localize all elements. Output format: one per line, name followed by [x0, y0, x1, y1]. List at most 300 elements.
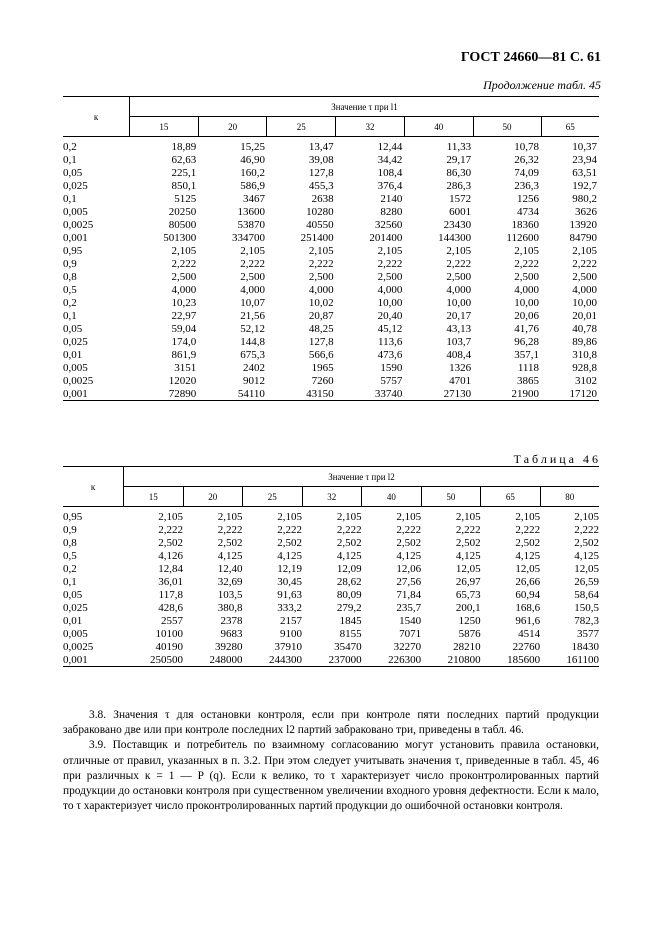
table-row: [63, 335, 599, 348]
table-46-label: Таблица 46: [513, 452, 601, 466]
value-cell: 376,4: [377, 179, 403, 192]
k-cell: 0,005: [63, 205, 88, 218]
value-cell: 2,105: [572, 244, 597, 257]
value-cell: 4,126: [158, 549, 184, 562]
table-continuation-note: Продолжение табл. 45: [483, 78, 601, 92]
value-cell: 26,97: [455, 575, 481, 588]
value-cell: 2,105: [455, 510, 481, 523]
k-column-header: к: [63, 97, 130, 137]
value-cell: 2,222: [336, 523, 362, 536]
value-cell: 86,30: [446, 166, 472, 179]
value-cell: 36,01: [158, 575, 184, 588]
value-cell: 2402: [242, 361, 265, 374]
column-header: 40: [362, 487, 422, 507]
value-cell: 2,500: [572, 270, 597, 283]
value-cell: 2,105: [336, 510, 362, 523]
value-cell: 2,500: [171, 270, 197, 283]
value-cell: 1845: [339, 614, 362, 627]
k-cell: 0,05: [63, 588, 83, 601]
value-cell: 32270: [393, 640, 422, 653]
value-cell: 10,00: [572, 296, 597, 309]
value-cell: 5876: [458, 627, 481, 640]
value-cell: 3151: [174, 361, 197, 374]
value-cell: 168,6: [515, 601, 541, 614]
table-row: [63, 549, 599, 562]
k-cell: 0,9: [63, 523, 77, 536]
value-cell: 244300: [243, 653, 303, 667]
value-cell: 174,0: [171, 335, 197, 348]
k-cell: 0,001: [63, 231, 88, 244]
value-cell: 9100: [280, 627, 303, 640]
value-cell: 10,23: [171, 296, 197, 309]
value-cell: 861,9: [171, 348, 197, 361]
value-cell: 8155: [339, 627, 362, 640]
value-cell: 4,125: [217, 549, 243, 562]
value-cell: 7071: [399, 627, 422, 640]
value-cell: 2,222: [217, 523, 243, 536]
value-cell: 2,500: [377, 270, 403, 283]
value-cell: 3577: [577, 627, 599, 640]
value-cell: 2,502: [515, 536, 541, 549]
value-cell: 18,89: [171, 140, 197, 153]
column-header: 65: [481, 487, 541, 507]
value-cell: 39,08: [308, 153, 334, 166]
column-header: 15: [124, 487, 184, 507]
value-cell: 30,45: [277, 575, 303, 588]
value-cell: 65,73: [455, 588, 481, 601]
value-cell: 928,8: [572, 361, 597, 374]
table-row: [63, 322, 599, 335]
value-cell: 4,000: [446, 283, 472, 296]
value-cell: 5757: [380, 374, 403, 387]
k-cell: 0,0025: [63, 640, 94, 653]
column-header: 25: [267, 117, 336, 137]
value-cell: 2,502: [336, 536, 362, 549]
k-cell: 0,9: [63, 257, 77, 270]
value-cell: 108,4: [377, 166, 403, 179]
value-cell: 2,502: [455, 536, 481, 549]
k-cell: 0,1: [63, 575, 77, 588]
value-cell: 4,000: [240, 283, 265, 296]
value-cell: 10,00: [514, 296, 540, 309]
value-cell: 1590: [380, 361, 403, 374]
value-cell: 26,66: [515, 575, 541, 588]
value-cell: 52,12: [240, 322, 265, 335]
value-cell: 4,000: [308, 283, 334, 296]
value-cell: 2,502: [277, 536, 303, 549]
value-cell: 2,222: [514, 257, 540, 270]
table-row: [63, 283, 599, 296]
k-cell: 0,01: [63, 348, 83, 361]
value-cell: 2,105: [396, 510, 422, 523]
value-cell: 2,105: [308, 244, 334, 257]
value-cell: 4,125: [455, 549, 481, 562]
k-cell: 0,95: [63, 510, 83, 523]
value-cell: 2,105: [514, 244, 540, 257]
value-cell: 60,94: [515, 588, 541, 601]
value-cell: 2,105: [277, 510, 303, 523]
column-header: 32: [302, 487, 362, 507]
value-cell: 251400: [300, 231, 334, 244]
value-cell: 2,222: [240, 257, 265, 270]
value-cell: 144,8: [240, 335, 265, 348]
k-cell: 0,8: [63, 270, 77, 283]
value-cell: 1250: [458, 614, 481, 627]
value-cell: 6001: [449, 205, 472, 218]
value-cell: 26,59: [574, 575, 599, 588]
value-cell: 32,69: [217, 575, 243, 588]
value-cell: 127,8: [308, 335, 334, 348]
column-header: 50: [473, 117, 541, 137]
value-cell: 12,84: [158, 562, 184, 575]
value-cell: 12020: [168, 374, 197, 387]
table-row: [63, 205, 599, 218]
value-cell: 1256: [517, 192, 540, 205]
value-cell: 12,19: [277, 562, 303, 575]
table-row: [63, 601, 599, 614]
value-cell: 2,502: [574, 536, 599, 549]
column-header: 15: [130, 117, 199, 137]
value-cell: 2,500: [240, 270, 265, 283]
value-cell: 40550: [306, 218, 334, 231]
k-cell: 0,95: [63, 244, 83, 257]
value-cell: 3626: [575, 205, 597, 218]
value-cell: 7260: [311, 374, 334, 387]
value-cell: 29,17: [446, 153, 472, 166]
value-group-header: Значение τ при l2: [124, 467, 600, 487]
value-cell: 4,000: [514, 283, 540, 296]
value-cell: 12,05: [455, 562, 481, 575]
value-cell: 20,06: [514, 309, 540, 322]
value-cell: 160,2: [240, 166, 265, 179]
value-cell: 334700: [231, 231, 265, 244]
column-header: 65: [541, 117, 599, 137]
value-cell: 3865: [517, 374, 540, 387]
value-cell: 26,32: [514, 153, 540, 166]
value-cell: 2140: [380, 192, 403, 205]
value-cell: 10,00: [446, 296, 472, 309]
value-cell: 80500: [168, 218, 197, 231]
value-cell: 2,105: [217, 510, 243, 523]
value-cell: 12,05: [515, 562, 541, 575]
value-cell: 501300: [163, 231, 197, 244]
k-cell: 0,0025: [63, 218, 94, 231]
table-row: [63, 244, 599, 257]
value-cell: 333,2: [277, 601, 303, 614]
k-cell: 0,025: [63, 335, 88, 348]
value-cell: 1118: [517, 361, 540, 374]
value-cell: 1572: [449, 192, 472, 205]
value-cell: 2,500: [308, 270, 334, 283]
value-cell: 12,40: [217, 562, 243, 575]
value-cell: 40,78: [572, 322, 597, 335]
value-cell: 74,09: [514, 166, 540, 179]
value-cell: 80,09: [336, 588, 362, 601]
column-header: 20: [198, 117, 267, 137]
value-cell: 103,7: [446, 335, 472, 348]
table-row: [63, 575, 599, 588]
value-cell: 850,1: [171, 179, 197, 192]
value-cell: 2157: [280, 614, 303, 627]
table-row: [63, 507, 599, 524]
value-cell: 45,12: [377, 322, 403, 335]
value-cell: 9683: [220, 627, 243, 640]
value-cell: 20,87: [308, 309, 334, 322]
value-cell: 112600: [506, 231, 540, 244]
value-cell: 28210: [453, 640, 481, 653]
k-cell: 0,001: [63, 653, 124, 667]
value-cell: 12,05: [574, 562, 599, 575]
value-cell: 675,3: [240, 348, 265, 361]
table-row: [63, 192, 599, 205]
value-cell: 3467: [242, 192, 265, 205]
body-text: [63, 708, 599, 814]
value-cell: 41,76: [514, 322, 540, 335]
value-cell: 4,125: [277, 549, 303, 562]
value-cell: 22760: [512, 640, 541, 653]
value-cell: 2,222: [572, 257, 597, 270]
value-cell: 566,6: [308, 348, 334, 361]
value-cell: 2,105: [171, 244, 197, 257]
value-cell: 113,6: [378, 335, 403, 348]
column-header: 20: [183, 487, 243, 507]
table-row: [63, 614, 599, 627]
table-46: [63, 466, 599, 667]
value-cell: 380,8: [217, 601, 243, 614]
value-cell: 96,28: [514, 335, 540, 348]
value-cell: 2,222: [171, 257, 197, 270]
k-cell: 0,1: [63, 192, 77, 205]
value-cell: 127,8: [308, 166, 334, 179]
value-cell: 18430: [571, 640, 599, 653]
value-cell: 10280: [306, 205, 334, 218]
value-cell: 2,222: [396, 523, 422, 536]
k-column-header: к: [63, 467, 124, 507]
value-cell: 13600: [237, 205, 265, 218]
value-cell: 4,125: [515, 549, 541, 562]
value-cell: 2,222: [455, 523, 481, 536]
value-cell: 21,56: [240, 309, 265, 322]
table-row: [63, 588, 599, 601]
paragraph-3-8: 3.8. Значения τ для остановки контроля, если при контроле пяти последних партий продукции забраковано две или при контроле последних l2 партий забраковано три, приведены в табл. 46.: [63, 709, 599, 737]
value-cell: 20,40: [377, 309, 403, 322]
column-header: 80: [540, 487, 599, 507]
value-cell: 2638: [311, 192, 334, 205]
table-row: [63, 179, 599, 192]
value-cell: 53870: [237, 218, 265, 231]
value-cell: 1326: [449, 361, 472, 374]
page-header: ГОСТ 24660—81 С. 61: [460, 50, 601, 65]
value-cell: 2,105: [240, 244, 265, 257]
value-cell: 2,105: [377, 244, 403, 257]
k-cell: 0,005: [63, 361, 88, 374]
table-row: [63, 137, 599, 154]
value-cell: 2,222: [574, 523, 599, 536]
value-cell: 236,3: [514, 179, 540, 192]
value-cell: 4,125: [396, 549, 422, 562]
table-row: [63, 361, 599, 374]
value-cell: 22,97: [171, 309, 197, 322]
value-cell: 2,222: [377, 257, 403, 270]
value-cell: 4734: [517, 205, 540, 218]
value-cell: 20250: [168, 205, 197, 218]
value-cell: 91,63: [277, 588, 303, 601]
value-cell: 34,42: [377, 153, 403, 166]
value-cell: 10,37: [572, 140, 597, 153]
table-row: [63, 374, 599, 387]
value-cell: 4701: [449, 374, 472, 387]
value-cell: 12,06: [396, 562, 422, 575]
value-cell: 72890: [130, 387, 199, 401]
value-cell: 4,125: [336, 549, 362, 562]
value-cell: 2378: [220, 614, 243, 627]
k-cell: 0,5: [63, 283, 77, 296]
value-group-header: Значение τ при l1: [130, 97, 600, 117]
value-cell: 4,000: [572, 283, 597, 296]
value-cell: 71,84: [396, 588, 422, 601]
value-cell: 9012: [242, 374, 265, 387]
table-row: [63, 562, 599, 575]
value-cell: 201400: [369, 231, 403, 244]
k-cell: 0,025: [63, 179, 88, 192]
value-cell: 58,64: [574, 588, 599, 601]
value-cell: 8280: [380, 205, 403, 218]
value-cell: 18360: [511, 218, 540, 231]
table-row: [63, 257, 599, 270]
value-cell: 455,3: [308, 179, 334, 192]
k-cell: 0,2: [63, 562, 77, 575]
value-cell: 4,125: [574, 549, 599, 562]
value-cell: 48,25: [308, 322, 334, 335]
value-cell: 2,222: [515, 523, 541, 536]
value-cell: 15,25: [240, 140, 265, 153]
column-header: 25: [243, 487, 303, 507]
table-row: [63, 653, 599, 667]
value-cell: 10,78: [514, 140, 540, 153]
value-cell: 10,02: [308, 296, 334, 309]
value-cell: 150,5: [574, 601, 599, 614]
value-cell: 13,47: [308, 140, 334, 153]
value-cell: 2,502: [217, 536, 243, 549]
k-cell: 0,8: [63, 536, 77, 549]
table-45: [63, 96, 599, 401]
value-cell: 62,63: [171, 153, 197, 166]
value-cell: 11,33: [446, 140, 472, 153]
value-cell: 37910: [274, 640, 303, 653]
value-cell: 144300: [438, 231, 472, 244]
value-cell: 20,01: [572, 309, 597, 322]
table-row: [63, 166, 599, 179]
k-cell: 0,05: [63, 166, 83, 179]
value-cell: 23,94: [572, 153, 597, 166]
value-cell: 2,500: [514, 270, 540, 283]
value-cell: 103,5: [217, 588, 243, 601]
value-cell: 279,2: [336, 601, 362, 614]
value-cell: 161100: [540, 653, 599, 667]
value-cell: 586,9: [240, 179, 265, 192]
value-cell: 59,04: [171, 322, 197, 335]
table-row: [63, 231, 599, 244]
k-cell: 0,2: [63, 296, 77, 309]
value-cell: 84790: [569, 231, 597, 244]
value-cell: 5125: [174, 192, 197, 205]
value-cell: 35470: [334, 640, 362, 653]
value-cell: 2,105: [158, 510, 184, 523]
k-cell: 0,0025: [63, 374, 94, 387]
value-cell: 13920: [569, 218, 597, 231]
value-cell: 54110: [198, 387, 267, 401]
k-cell: 0,2: [63, 140, 77, 153]
value-cell: 2,222: [158, 523, 184, 536]
value-cell: 310,8: [572, 348, 597, 361]
k-cell: 0,01: [63, 614, 83, 627]
value-cell: 961,6: [515, 614, 541, 627]
table-row: [63, 627, 599, 640]
value-cell: 408,4: [446, 348, 472, 361]
value-cell: 248000: [183, 653, 243, 667]
k-cell: 0,001: [63, 387, 130, 401]
value-cell: 1965: [311, 361, 334, 374]
value-cell: 4,000: [377, 283, 403, 296]
value-cell: 46,90: [240, 153, 265, 166]
value-cell: 89,86: [572, 335, 597, 348]
value-cell: 27130: [404, 387, 473, 401]
value-cell: 192,7: [572, 179, 597, 192]
value-cell: 2,222: [308, 257, 334, 270]
k-cell: 0,05: [63, 322, 83, 335]
value-cell: 23430: [443, 218, 472, 231]
value-cell: 782,3: [574, 614, 599, 627]
value-cell: 4,000: [171, 283, 197, 296]
table-row: [63, 296, 599, 309]
value-cell: 2,222: [277, 523, 303, 536]
value-cell: 10,00: [377, 296, 403, 309]
table-row: [63, 387, 599, 401]
value-cell: 1540: [399, 614, 422, 627]
value-cell: 980,2: [572, 192, 597, 205]
table-row: [63, 153, 599, 166]
column-header: 40: [404, 117, 473, 137]
k-cell: 0,1: [63, 153, 77, 166]
value-cell: 473,6: [377, 348, 403, 361]
value-cell: 43,13: [446, 322, 472, 335]
value-cell: 21900: [473, 387, 541, 401]
value-cell: 428,6: [158, 601, 184, 614]
value-cell: 357,1: [514, 348, 540, 361]
value-cell: 2,502: [396, 536, 422, 549]
value-cell: 39280: [215, 640, 243, 653]
value-cell: 2,105: [446, 244, 472, 257]
table-row: [63, 270, 599, 283]
k-cell: 0,1: [63, 309, 77, 322]
column-header: 32: [336, 117, 405, 137]
value-cell: 2,105: [515, 510, 541, 523]
value-cell: 17120: [541, 387, 599, 401]
value-cell: 12,09: [336, 562, 362, 575]
value-cell: 117,8: [158, 588, 184, 601]
table-row: [63, 536, 599, 549]
k-cell: 0,5: [63, 549, 77, 562]
table-row: [63, 348, 599, 361]
paragraph-3-9: 3.9. Поставщик и потребитель по взаимному согласованию могут установить правила остановки, отличные от правил, указанных в п. 3.2. При этом следует учитывать значения τ, приведенные в табл. 45, 46 при различных к = 1 — P (q). Если к велико, то τ характеризует число проконтролированных партий продукции до остановки контроля при существенном увеличении входного уровня дефектности. Если к мало, то τ характеризует число проконтролированных партий продукции до ошибочной остановки контроля.: [63, 739, 599, 813]
value-cell: 3102: [575, 374, 597, 387]
value-cell: 4514: [518, 627, 541, 640]
value-cell: 200,1: [455, 601, 481, 614]
value-cell: 43150: [267, 387, 336, 401]
value-cell: 2,502: [158, 536, 184, 549]
value-cell: 225,1: [171, 166, 197, 179]
value-cell: 20,17: [446, 309, 472, 322]
